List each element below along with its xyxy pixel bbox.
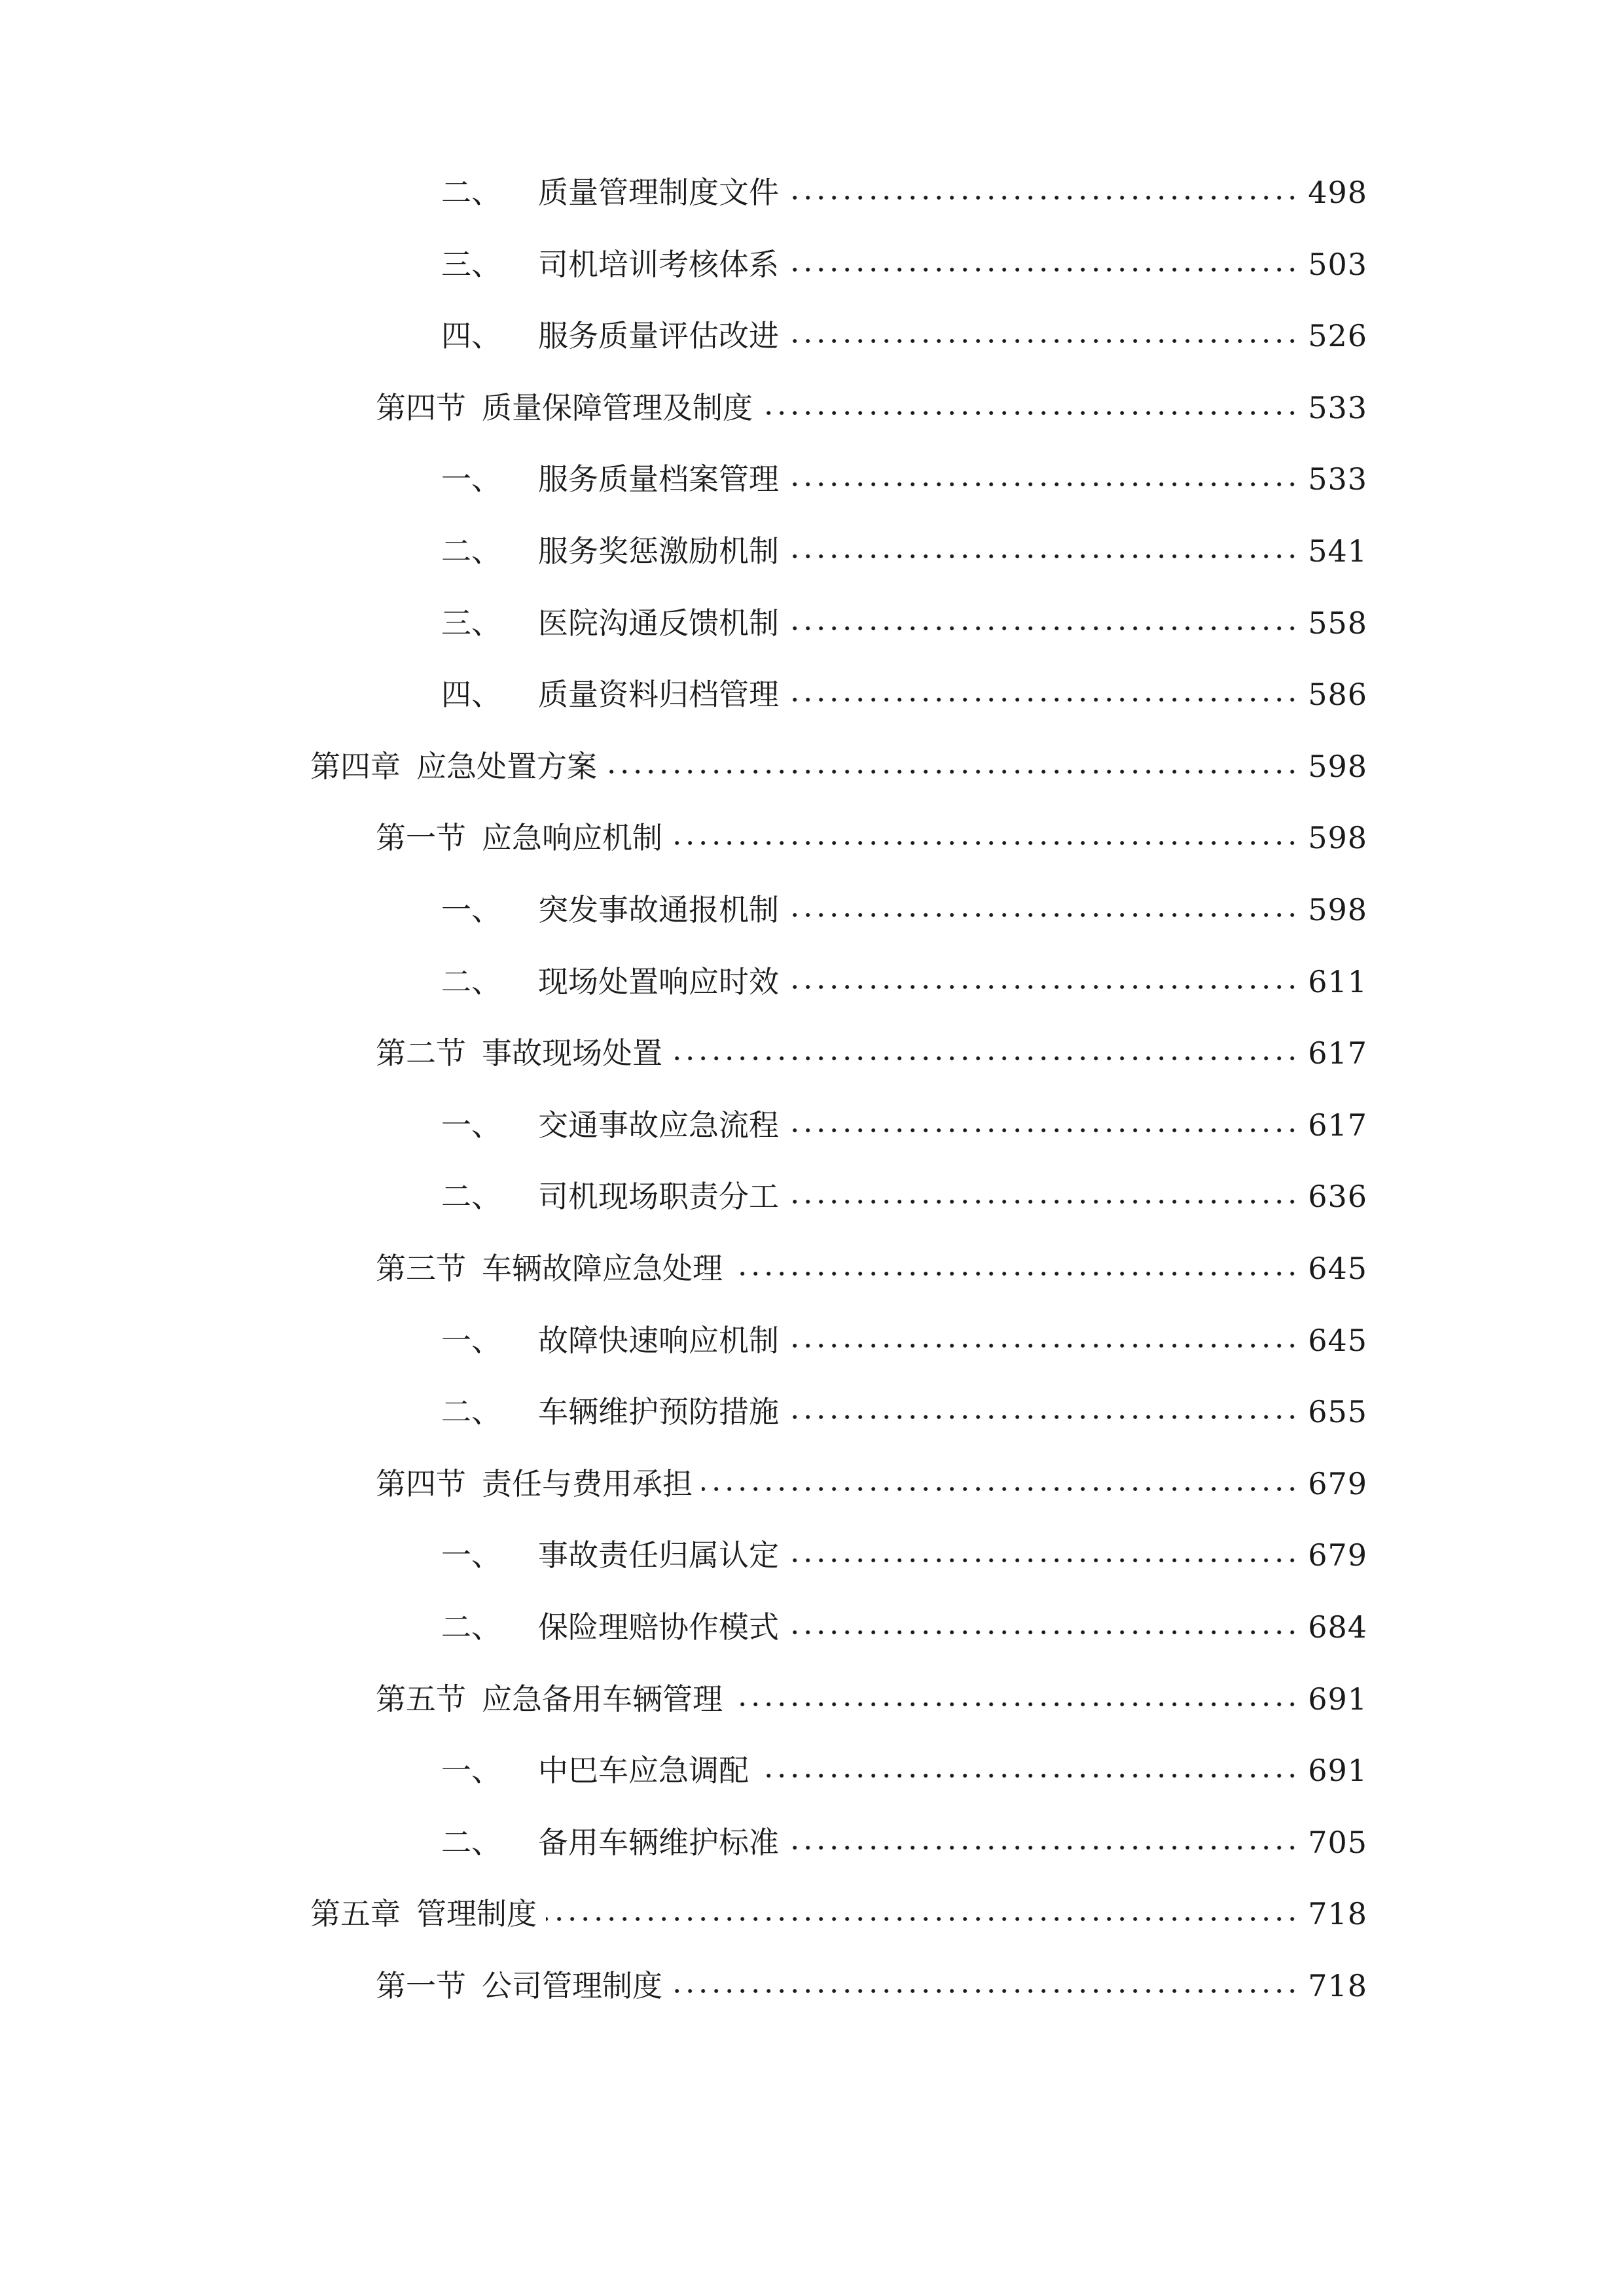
toc-entry-number: 第五节: [376, 1681, 466, 1717]
toc-dot-leader: [546, 1911, 1299, 1927]
toc-entry-number: 四、: [441, 318, 501, 353]
toc-entry-title: 事故现场处置: [482, 1035, 662, 1071]
toc-dot-leader: [788, 907, 1299, 923]
toc-entry[interactable]: [376, 1673, 1367, 1725]
toc-entry-page-number: 718: [1308, 1968, 1367, 2003]
toc-entry-title: 质量管理制度文件: [538, 175, 779, 210]
toc-entry-title: 服务奖惩激励机制: [538, 533, 779, 569]
toc-dot-leader: [788, 1840, 1299, 1856]
toc-entry[interactable]: [441, 884, 1367, 936]
toc-entry-title: 突发事故通报机制: [538, 892, 779, 927]
toc-entry-page-number: 684: [1308, 1609, 1367, 1645]
toc-entry-page-number: 611: [1308, 964, 1367, 999]
toc-entry-number: 第三节: [376, 1251, 466, 1286]
toc-entry-page-number: 498: [1308, 175, 1367, 210]
toc-entry-page-number: 558: [1308, 605, 1367, 641]
toc-entry-page-number: 636: [1308, 1179, 1367, 1214]
toc-dot-leader: [788, 620, 1299, 636]
toc-dot-leader: [788, 262, 1299, 278]
toc-entry-title: 应急响应机制: [482, 820, 662, 855]
toc-entry-title: 备用车辆维护标准: [538, 1825, 779, 1860]
toc-entry-title: 责任与费用承担: [482, 1466, 693, 1501]
toc-entry[interactable]: [441, 597, 1367, 649]
toc-entry[interactable]: [376, 1960, 1367, 2012]
toc-dot-leader: [672, 1050, 1299, 1066]
toc-dot-leader: [788, 1194, 1299, 1210]
toc-entry[interactable]: [441, 956, 1367, 1008]
toc-entry-number: 一、: [441, 461, 501, 497]
toc-entry-title: 司机现场职责分工: [538, 1179, 779, 1214]
toc-dot-leader: [672, 835, 1299, 851]
toc-entry-page-number: 598: [1308, 820, 1367, 855]
toc-entry-page-number: 617: [1308, 1107, 1367, 1143]
toc-entry-number: 一、: [441, 1537, 501, 1573]
toc-entry[interactable]: [441, 1099, 1367, 1151]
toc-entry-number: 二、: [441, 533, 501, 569]
toc-entry[interactable]: [441, 1744, 1367, 1797]
toc-entry-number: 二、: [441, 1394, 501, 1429]
toc-entry-page-number: 718: [1308, 1896, 1367, 1931]
toc-entry[interactable]: [310, 1888, 1367, 1940]
toc-dot-leader: [788, 1624, 1299, 1640]
toc-entry-title: 公司管理制度: [482, 1968, 662, 2003]
toc-entry-title: 服务质量评估改进: [538, 318, 779, 353]
toc-entry-number: 一、: [441, 892, 501, 927]
toc-entry-title: 车辆维护预防措施: [538, 1394, 779, 1429]
toc-entry-number: 第一节: [376, 1968, 466, 2003]
toc-entry[interactable]: [441, 668, 1367, 721]
toc-entry-number: 二、: [441, 964, 501, 999]
toc-entry[interactable]: [441, 1170, 1367, 1223]
toc-dot-leader: [788, 1552, 1299, 1568]
toc-entry-number: 一、: [441, 1107, 501, 1143]
toc-entry-page-number: 533: [1308, 461, 1367, 497]
toc-entry[interactable]: [441, 310, 1367, 362]
toc-entry[interactable]: [376, 382, 1367, 434]
toc-entry[interactable]: [310, 740, 1367, 793]
toc-entry-page-number: 533: [1308, 390, 1367, 425]
toc-entry-title: 事故责任归属认定: [538, 1537, 779, 1573]
toc-entry-page-number: 691: [1308, 1753, 1367, 1788]
toc-dot-leader: [732, 1266, 1299, 1282]
toc-dot-leader: [732, 1696, 1299, 1712]
toc-entry-number: 三、: [441, 247, 501, 282]
toc-entry-page-number: 679: [1308, 1466, 1367, 1501]
toc-entry-page-number: 503: [1308, 247, 1367, 282]
toc-entry-title: 司机培训考核体系: [538, 247, 779, 282]
toc-entry-title: 应急处置方案: [416, 749, 597, 784]
toc-dot-leader: [762, 405, 1299, 421]
toc-entry-title: 交通事故应急流程: [538, 1107, 779, 1143]
toc-entry-number: 二、: [441, 1609, 501, 1645]
toc-dot-leader: [702, 1481, 1299, 1497]
toc-entry-page-number: 691: [1308, 1681, 1367, 1717]
toc-entry-title: 车辆故障应急处理: [482, 1251, 723, 1286]
toc-dot-leader: [788, 548, 1299, 564]
toc-entry-number: 二、: [441, 1179, 501, 1214]
toc-entry-page-number: 617: [1308, 1035, 1367, 1071]
toc-dot-leader: [672, 1983, 1299, 1999]
toc-entry-title: 现场处置响应时效: [538, 964, 779, 999]
toc-entry[interactable]: [441, 1601, 1367, 1653]
toc-entry-number: 第二节: [376, 1035, 466, 1071]
toc-entry-page-number: 541: [1308, 533, 1367, 569]
toc-entry-title: 管理制度: [416, 1896, 537, 1931]
toc-entry[interactable]: [441, 1816, 1367, 1869]
toc-entry[interactable]: [441, 1386, 1367, 1438]
toc-entry-title: 质量资料归档管理: [538, 677, 779, 712]
toc-entry-page-number: 526: [1308, 318, 1367, 353]
toc-dot-leader: [788, 1122, 1299, 1138]
toc-entry[interactable]: [441, 453, 1367, 505]
toc-entry-page-number: 645: [1308, 1323, 1367, 1358]
toc-entry[interactable]: [376, 1458, 1367, 1510]
toc-entry-page-number: 705: [1308, 1825, 1367, 1860]
toc-entry[interactable]: [441, 1314, 1367, 1367]
toc-dot-leader: [788, 476, 1299, 492]
toc-dot-leader: [788, 333, 1299, 349]
toc-entry-number: 四、: [441, 677, 501, 712]
toc-dot-leader: [788, 190, 1299, 206]
toc-entry[interactable]: [441, 238, 1367, 291]
toc-entry[interactable]: [441, 525, 1367, 577]
toc-entry-title: 医院沟通反馈机制: [538, 605, 779, 641]
toc-entry-title: 故障快速响应机制: [538, 1323, 779, 1358]
toc-entry-number: 二、: [441, 175, 501, 210]
toc-dot-leader: [758, 1768, 1299, 1784]
toc-entry-page-number: 598: [1308, 892, 1367, 927]
toc-entry-page-number: 655: [1308, 1394, 1367, 1429]
toc-entry-title: 服务质量档案管理: [538, 461, 779, 497]
toc-entry[interactable]: [441, 166, 1367, 219]
toc-entry-page-number: 586: [1308, 677, 1367, 712]
toc-entry-number: 第四节: [376, 390, 466, 425]
toc-entry[interactable]: [376, 1242, 1367, 1295]
toc-dot-leader: [788, 1338, 1299, 1354]
toc-entry-title: 保险理赔协作模式: [538, 1609, 779, 1645]
toc-entry[interactable]: [441, 1529, 1367, 1581]
toc-entry-title: 应急备用车辆管理: [482, 1681, 723, 1717]
toc-entry-number: 三、: [441, 605, 501, 641]
toc-entry-page-number: 598: [1308, 749, 1367, 784]
toc-dot-leader: [788, 692, 1299, 708]
toc-entry-number: 二、: [441, 1825, 501, 1860]
toc-dot-leader: [788, 979, 1299, 995]
toc-entry-number: 第五章: [310, 1896, 401, 1931]
toc-entry-number: 一、: [441, 1323, 501, 1358]
toc-entry-page-number: 679: [1308, 1537, 1367, 1573]
toc-entry[interactable]: [376, 1027, 1367, 1079]
toc-entry-title: 质量保障管理及制度: [482, 390, 753, 425]
toc-entry-page-number: 645: [1308, 1251, 1367, 1286]
toc-dot-leader: [606, 764, 1299, 780]
toc-entry-title: 中巴车应急调配: [538, 1753, 749, 1788]
toc-entry[interactable]: [376, 812, 1367, 864]
toc-dot-leader: [788, 1409, 1299, 1425]
toc-entry-number: 一、: [441, 1753, 501, 1788]
toc-entry-number: 第四节: [376, 1466, 466, 1501]
toc-entry-number: 第四章: [310, 749, 401, 784]
toc-entry-number: 第一节: [376, 820, 466, 855]
